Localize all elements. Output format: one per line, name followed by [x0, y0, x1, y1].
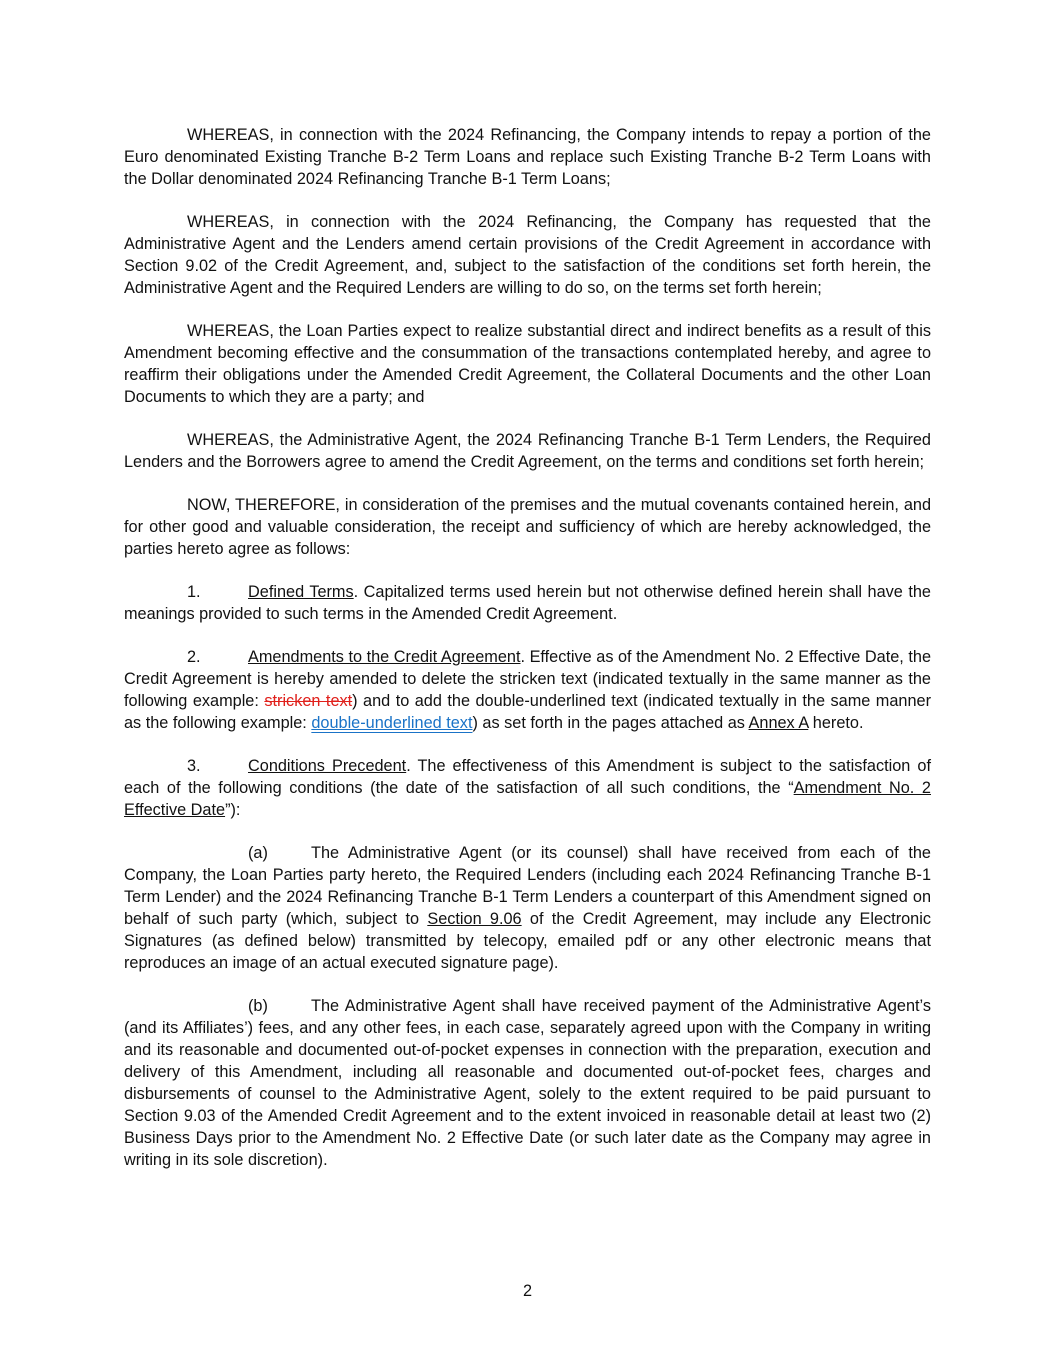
condition-text: The Administrative Agent shall have received payment of the Administrative Agent’s (and its Affiliates’) fees, and any other fees, in each case, separately agreed upon with the Company in writing and its reasonable and documented out-of-pocket expenses in connection with the preparation, execution and delivery of this Amendment, including all reasonable and documented out-of-pocket fees, charges and disbursements of counsel to the Administrative Agent, solely to the extent required to be paid pursuant to Section 9.03 of the Amended Credit Agreement and to the extent invoiced in reasonable detail at least two (2) Business Days prior to the Amendment No. 2 Effective Date (or such later date as the Company may agree in writing in its sole discretion). — [124, 997, 931, 1169]
condition-text: of the Credit Agreement, may include any Electronic Signatures (as defined below) transmitted by telecopy, emailed pdf or any other electronic means that reproduces an image of an actual executed signature page). — [124, 910, 931, 972]
section-text: . Capitalized terms used herein but not otherwise defined herein shall have the meanings provided to such terms in the Amended Credit Agreement. — [124, 583, 931, 623]
section-text: ) as set forth in the pages attached as — [472, 714, 749, 732]
document-body — [124, 124, 931, 1192]
condition-text: The Administrative Agent (or its counsel) shall have received from each of the Company, the Loan Parties party hereto, the Required Lenders (including each 2024 Refinancing Tranche B-1 Term Lender) and the 2024 Refinancing Tranche B-1 Term Lenders a counterpart of this Amendment signed on behalf of such party (which, subject to — [124, 844, 931, 928]
condition-label: (a) — [248, 844, 268, 862]
section-2 — [124, 646, 931, 734]
recital-paragraph: WHEREAS, in connection with the 2024 Refinancing, the Company has requested that the Administrative Agent and the Lenders amend certain provisions of the Credit Agreement in accordance with Section 9.02 of the Credit Agreement, and, subject to the satisfaction of the conditions set forth herein, the Administrative Agent and the Required Lenders are willing to do so, on the terms set forth herein; — [124, 213, 931, 297]
section-text: . The effectiveness of this Amendment is subject to the satisfaction of each of the following conditions (the date of the satisfaction of all such conditions, the “ — [124, 757, 931, 797]
section-number: 1. — [187, 583, 201, 601]
page-number: 2 — [522, 1282, 533, 1300]
section-number: 3. — [187, 757, 201, 775]
operative-paragraph: NOW, THEREFORE, in consideration of the premises and the mutual covenants contained herein, and for other good and valuable consideration, the receipt and sufficiency of which are hereby acknowledged, the parties hereto agree as follows: — [124, 496, 931, 558]
recital-paragraph: WHEREAS, in connection with the 2024 Refinancing, the Company intends to repay a portion of the Euro denominated Existing Tranche B-2 Term Loans and replace such Existing Tranche B-2 Term Loans with the Dollar denominated 2024 Refinancing Tranche B-1 Term Loans; — [124, 126, 931, 188]
section-text: . Effective as of the Amendment No. 2 Effective Date, the Credit Agreement is hereby amended to delete the stricken text (indicated textually in the same manner as the following example: — [124, 648, 931, 710]
section-heading: Conditions Precedent — [248, 757, 407, 775]
stricken-text-example: stricken text — [264, 692, 353, 710]
recital-paragraph: WHEREAS, the Loan Parties expect to realize substantial direct and indirect benefits as a result of this Amendment becoming effective and the consummation of the transactions contemplated hereby, and agree to reaffirm their obligations under the Amended Credit Agreement, the Collateral Documents and the other Loan Documents to which they are a party; and — [124, 322, 931, 406]
section-text: hereto. — [808, 714, 864, 732]
section-text: ) and to add the double-underlined text (indicated textually in the same manner as the following example: — [124, 692, 931, 732]
section-reference: Section 9.06 — [427, 910, 522, 928]
double-underlined-text-example: double-underlined text — [311, 714, 473, 732]
condition-b — [124, 995, 931, 1171]
section-number: 2. — [187, 648, 201, 666]
section-3 — [124, 755, 931, 821]
section-heading: Defined Terms — [248, 583, 354, 601]
section-1 — [124, 581, 931, 625]
condition-a — [124, 842, 931, 974]
annex-reference: Annex A — [748, 714, 809, 732]
defined-term: Amendment No. 2 Effective Date — [124, 779, 931, 819]
condition-label: (b) — [248, 997, 268, 1015]
recital-paragraph: WHEREAS, the Administrative Agent, the 2024 Refinancing Tranche B-1 Term Lenders, the Required Lenders and the Borrowers agree to amend the Credit Agreement, on the terms and conditions set forth herein; — [124, 431, 931, 471]
section-text: ”): — [225, 801, 241, 819]
section-heading: Amendments to the Credit Agreement — [248, 648, 521, 666]
